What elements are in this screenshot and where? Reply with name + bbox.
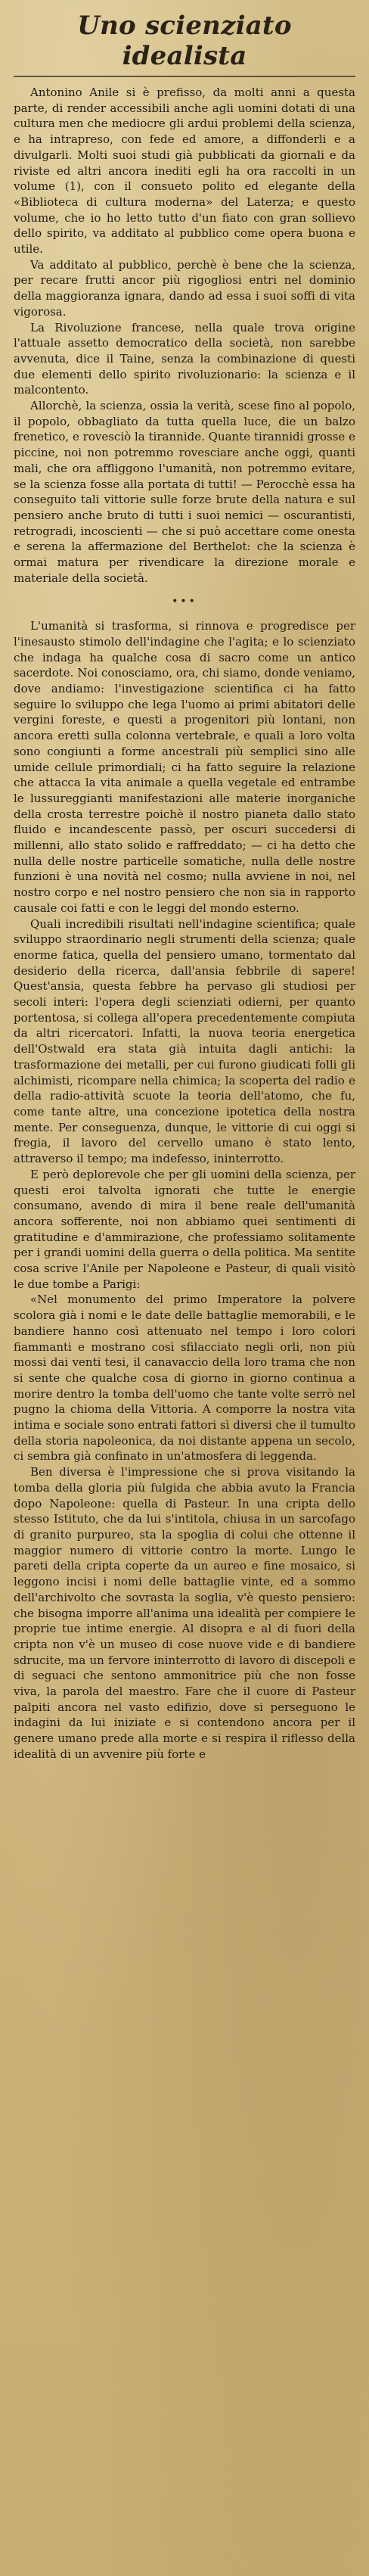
title-rule (14, 76, 355, 77)
article-title: Uno scienziato idealista (77, 11, 292, 71)
paragraph: Ben diversa è l'impressione che si prova visitando la tomba della gloria più fulgida che abbia avuto la Francia dopo Napoleone: quella di Pasteur. In una cripta dello stesso Istituto, che da lui s'intitola, chiusa in un sarcofago di granito purpureo, sta la spoglia di colui che ottenne il maggior numero di vittorie contro la morte. Lungo le pareti della cripta coperte da un aureo e fine mosaico, si leggono incisi i nomi delle battaglie vinte, ed a sommo dell'archivolto che sovrasta la soglia, v'è questo pensiero: che bisogna imporre all'anima una idealità per compiere le proprie tue intime energie. Al disopra e al di fuori della cripta non v'è un museo di cose nuove vide e di bandiere sdrucite, ma un fervore ininterrotto di lavoro di discepoli e di seguaci che sentono ammonitrice più che non fosse viva, la parola del maestro. Fare che il cuore di Pasteur palpiti ancora nel vasto edifizio, dove si perseguono le indagini da lui iniziate e si contendono ancora per il genere umano prede alla morte e si respira il riflesso della idealità di un avvenire più forte e (14, 1465, 355, 1761)
section-separator: ••• (172, 595, 197, 608)
paragraph: Quali incredibili risultati nell'indagine scientifica; quale sviluppo straordinario negli strumenti della scienza; quale enorme fatica, quella del pensiero umano, tormentato dal desiderio della ricerca, dall'ansia febbrile di sapere! Quest'ansia, questa febbre ha pervaso gli studiosi per secoli interi: l'opera degli scienziati odierni, per quanto portentosa, si collega all'opera precedentemente compiuta da altri ricercatori. Infatti, la nuova teoria energetica dell'Ostwald era stata già intuita dagli antichi: la trasformazione dei metalli, per cui furono giudicati folli gli alchimisti, ricompare nella chimica; la scoperta del radio e della radio-attività scuote la teoria dell'atomo, che fu, come tante altre, una concezione ipotetica della nostra mente. Per conseguenza, dunque, le vittorie di cui oggi si fregia, il lavoro del cervello umano è stato lento, attraverso il tempo; ma indefesso, ininterrotto. (14, 916, 355, 1166)
paragraph: Allorchè, la scienza, ossia la verità, scese fino al popolo, il popolo, obbagliato da tutta quella luce, die un balzo frenetico, e rovesciò la tirannide. Quante tirannidi grosse e piccine, noi non potremmo rovesciare anche oggi, quanti mali, che ora affliggono l'umanità, non potremmo evitare, se la scienza fosse alla portata di tutti! — Perocchè essa ha conseguito tali vittorie sulle forze brute della natura e sul pensiero anche bruto di tutti i suoi nemici — oscurantisti, retrogradi, incoscienti — che si può accettare come onesta e serena la affermazione del Berthelot: che la scienza è ormai matura per rivendicare la direzione morale e materiale della società. (14, 399, 355, 585)
paragraph: L'umanità si trasforma, si rinnova e progredisce per l'inesausto stimolo dell'indagine che l'agita; e lo scienziato che indaga ha qualche cosa di sacro come un antico sacerdote. Noi conosciamo, ora, chi siamo, donde veniamo, dove andiamo: l'investigazione scientifica ci ha fatto seguire lo sviluppo che lega l'uomo ai primi abitatori delle vergini foreste, e questi a progenitori più lontani, non ancora eretti sulla colonna vertebrale, e quali a loro volta sono congiunti a forme ancestrali più semplici sino alle umide cellule primordiali; ci ha fatto seguire la relazione che attacca la vita animale a quella vegetale ed entrambe le lussureggianti manifestazioni alle materie inorganiche della crosta terrestre poichè il nostro pianeta dallo stato fluido e incandescente passò, per oscuri succedersi di millenni, allo stato solido e raffreddato; — ci ha detto che nulla delle nostre particelle somatiche, nulla delle nostre funzioni è una novità nel cosmo; nulla avviene in noi, nel nostro corpo e nel nostro pensiero che non sia in rapporto causale coi fatti e con le leggi del mondo esterno. (14, 619, 355, 915)
paragraph: «Nel monumento del primo Imperatore la polvere scolora già i nomi e le date delle battaglie memorabili, e le bandiere hanno così attenuato nel tempo i loro colori fiammanti e mostrano così sfilacciato negli orli, non più mossi dai venti tesi, il canavaccio della loro trama che non si sente che qualche cosa di giorno in giorno continua a morire dentro la tomba dell'uomo che tante volte serrò nel pugno la chioma della Vittoria. A comporre la nostra vita intima e sociale sono entrati fattori sì diversi che il tumulto della storia napoleonica, da noi distante appena un secolo, ci sembra già confinato in un'atmosfera di leggenda. (14, 1293, 355, 1464)
paragraph: La Rivoluzione francese, nella quale trova origine l'attuale assetto democratico della società, non sarebbe avvenuta, dice il Taine, senza la combinazione di questi due elementi dello spirito rivoluzionario: la scienza e il malcontento. (14, 320, 355, 397)
paragraph: Va additato al pubblico, perchè è bene che la scienza, per recare frutti ancor più rigogliosi entri nel dominio della maggioranza ignara, dando ad essa i suoi soffi di vita vigorosa. (14, 257, 355, 319)
article-body (14, 85, 355, 1762)
paragraph: E però deplorevole che per gli uomini della scienza, per questi eroi talvolta ignorati che tutte le energie consumano, avendo di mira il bene reale dell'umanità ancora sofferente, noi non abbiamo quei sentimenti di gratitudine e d'ammirazione, che professiamo solitamente per i grandi uomini della guerra o della politica. Ma sentite cosa scrive l'Anile per Napoleone e Pasteur, di quali visitò le due tombe a Parigi: (14, 1167, 355, 1291)
paragraph: Antonino Anile si è prefisso, da molti anni a questa parte, di render accessibili anche agli uomini dotati di una cultura men che mediocre gli ardui problemi della scienza, e ha intrapreso, con fede ed amore, a diffonderli e a divulgarli. Molti suoi studi già pubblicati da giornali e da riviste ed altri ancora inediti egli ha ora raccolti in un volume (1), con il consueto polito ed elegante della «Biblioteca di cultura moderna» del Laterza; e questo volume, che io ho letto tutto d'un fiato con gran sollievo dello spirito, va additato al pubblico come opera buona e utile. (14, 86, 355, 257)
